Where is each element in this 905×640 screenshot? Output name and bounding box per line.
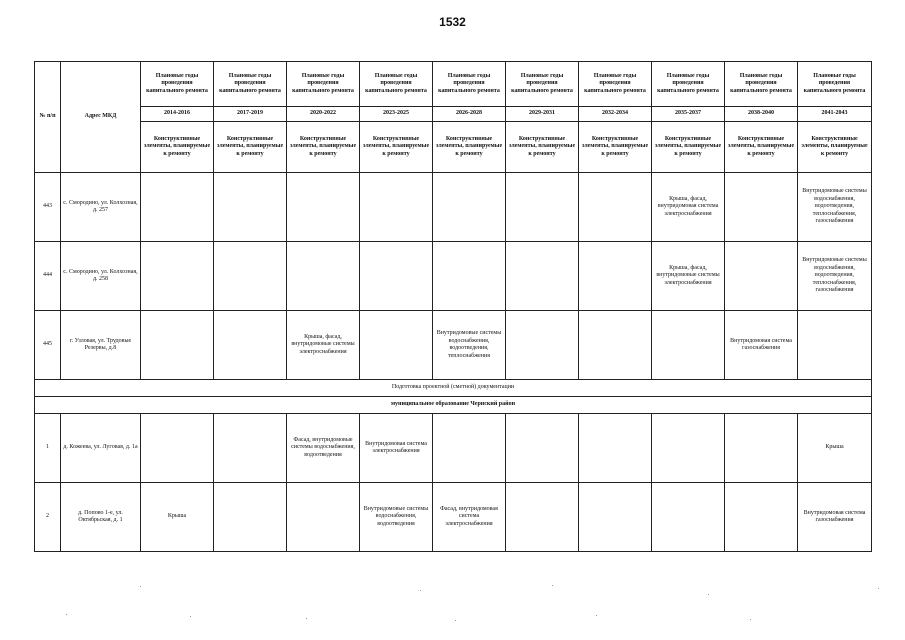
- period-title: Плановые годы проведения капитального ремонта: [725, 62, 798, 107]
- work-cell: [433, 414, 506, 483]
- work-cell: Крыша: [798, 414, 872, 483]
- period-elements: Конструктивные элементы, планируемые к ремонту: [579, 122, 652, 173]
- period-elements: Конструктивные элементы, планируемые к ремонту: [141, 122, 214, 173]
- period-years: 2038-2040: [725, 107, 798, 122]
- period-elements: Конструктивные элементы, планируемые к ремонту: [506, 122, 579, 173]
- work-cell: [725, 483, 798, 552]
- page-number: 1532: [439, 15, 466, 29]
- period-elements: Конструктивные элементы, планируемые к ремонту: [725, 122, 798, 173]
- section-design-docs: Подготовка проектной (сметной) документации: [35, 380, 872, 397]
- work-cell: [652, 483, 725, 552]
- period-elements: Конструктивные элементы, планируемые к ремонту: [360, 122, 433, 173]
- work-cell: Крыша, фасад, внутридомовые системы электроснабжения: [287, 311, 360, 380]
- period-years: 2041-2043: [798, 107, 872, 122]
- work-cell: Внутридомовые системы водоснабжения, водоотведения, теплоснабжения: [433, 311, 506, 380]
- row-number: 443: [35, 173, 61, 242]
- section-design-docs-row: [35, 380, 872, 397]
- period-elements: Конструктивные элементы, планируемые к ремонту: [798, 122, 872, 173]
- work-cell: Фасад, внутридомовые системы водоснабжения, водоотведения: [287, 414, 360, 483]
- period-years: 2017-2019: [214, 107, 287, 122]
- table-row: [35, 311, 872, 380]
- period-years: 2020-2022: [287, 107, 360, 122]
- work-cell: [579, 242, 652, 311]
- period-title: Плановые годы проведения капитального ремонта: [141, 62, 214, 107]
- period-title: Плановые годы проведения капитального ремонта: [506, 62, 579, 107]
- row-address: г. Узловая, ул. Трудовые Резервы, д.8: [61, 311, 141, 380]
- work-cell: Крыша, фасад, внутридомовые системы электроснабжения: [652, 242, 725, 311]
- work-cell: [214, 242, 287, 311]
- work-cell: [360, 242, 433, 311]
- work-cell: Внутридомовая система газоснабжения: [798, 483, 872, 552]
- period-elements: Конструктивные элементы, планируемые к ремонту: [287, 122, 360, 173]
- period-title: Плановые годы проведения капитального ремонта: [798, 62, 872, 107]
- period-years: 2026-2028: [433, 107, 506, 122]
- period-elements: Конструктивные элементы, планируемые к ремонту: [652, 122, 725, 173]
- work-cell: [433, 173, 506, 242]
- work-cell: [652, 414, 725, 483]
- work-cell: [214, 414, 287, 483]
- row-address: с. Смородино, ул. Колхозная, д. 257: [61, 173, 141, 242]
- row-address: с. Смородино, ул. Колхозная, д. 258: [61, 242, 141, 311]
- work-cell: Крыша, фасад, внутридомовая система электроснабжения: [652, 173, 725, 242]
- work-cell: Внутридомовые системы водоснабжения, водоотведения, теплоснабжения, газоснабжения: [798, 173, 872, 242]
- table-row: [35, 173, 872, 242]
- period-title: Плановые годы проведения капитального ремонта: [360, 62, 433, 107]
- period-years: 2029-2031: [506, 107, 579, 122]
- row-address: д. Кожеева, ул. Луговая, д. 1а: [61, 414, 141, 483]
- work-cell: [579, 311, 652, 380]
- work-cell: [287, 173, 360, 242]
- period-elements: Конструктивные элементы, планируемые к ремонту: [214, 122, 287, 173]
- work-cell: [506, 414, 579, 483]
- address-header: Адрес МКД: [61, 62, 141, 173]
- num-header: № п/п: [35, 62, 61, 173]
- work-cell: [652, 311, 725, 380]
- section-municipality: муниципальное образование Чернский район: [35, 397, 872, 414]
- row-number: 444: [35, 242, 61, 311]
- work-cell: Крыша: [141, 483, 214, 552]
- work-cell: [579, 173, 652, 242]
- work-cell: Внутридомовые системы водоснабжения, водоотведения, теплоснабжения, газоснабжения: [798, 242, 872, 311]
- work-cell: [506, 242, 579, 311]
- table-row: [35, 242, 872, 311]
- period-elements: Конструктивные элементы, планируемые к ремонту: [433, 122, 506, 173]
- row-number: 445: [35, 311, 61, 380]
- work-cell: [433, 242, 506, 311]
- period-title: Плановые годы проведения капитального ремонта: [433, 62, 506, 107]
- work-cell: [141, 242, 214, 311]
- work-cell: Внутридомовые системы водоснабжения, водоотведения: [360, 483, 433, 552]
- work-cell: Внутридомовая система электроснабжения: [360, 414, 433, 483]
- repair-schedule-table: [34, 61, 872, 552]
- work-cell: [725, 242, 798, 311]
- work-cell: [360, 311, 433, 380]
- period-title: Плановые годы проведения капитального ремонта: [579, 62, 652, 107]
- work-cell: [214, 173, 287, 242]
- period-years: 2032-2034: [579, 107, 652, 122]
- row-number: 1: [35, 414, 61, 483]
- work-cell: [287, 242, 360, 311]
- work-cell: [579, 483, 652, 552]
- work-cell: [360, 173, 433, 242]
- work-cell: [214, 483, 287, 552]
- period-title: Плановые годы проведения капитального ремонта: [652, 62, 725, 107]
- work-cell: [214, 311, 287, 380]
- work-cell: [725, 173, 798, 242]
- work-cell: Фасад, внутридомовая система электроснабжения: [433, 483, 506, 552]
- period-years: 2014-2016: [141, 107, 214, 122]
- work-cell: [287, 483, 360, 552]
- period-years: 2035-2037: [652, 107, 725, 122]
- work-cell: [141, 173, 214, 242]
- section-municipality-row: [35, 397, 872, 414]
- work-cell: [141, 311, 214, 380]
- row-number: 2: [35, 483, 61, 552]
- work-cell: Внутридомовая система газоснабжения: [725, 311, 798, 380]
- work-cell: [506, 311, 579, 380]
- period-years: 2023-2025: [360, 107, 433, 122]
- work-cell: [506, 483, 579, 552]
- work-cell: [725, 414, 798, 483]
- table-row: [35, 483, 872, 552]
- work-cell: [506, 173, 579, 242]
- period-title: Плановые годы проведения капитального ремонта: [214, 62, 287, 107]
- work-cell: [798, 311, 872, 380]
- period-title: Плановые годы проведения капитального ремонта: [287, 62, 360, 107]
- table-row: [35, 414, 872, 483]
- row-address: д. Попово 1-е, ул. Октябрьская, д. 1: [61, 483, 141, 552]
- work-cell: [579, 414, 652, 483]
- work-cell: [141, 414, 214, 483]
